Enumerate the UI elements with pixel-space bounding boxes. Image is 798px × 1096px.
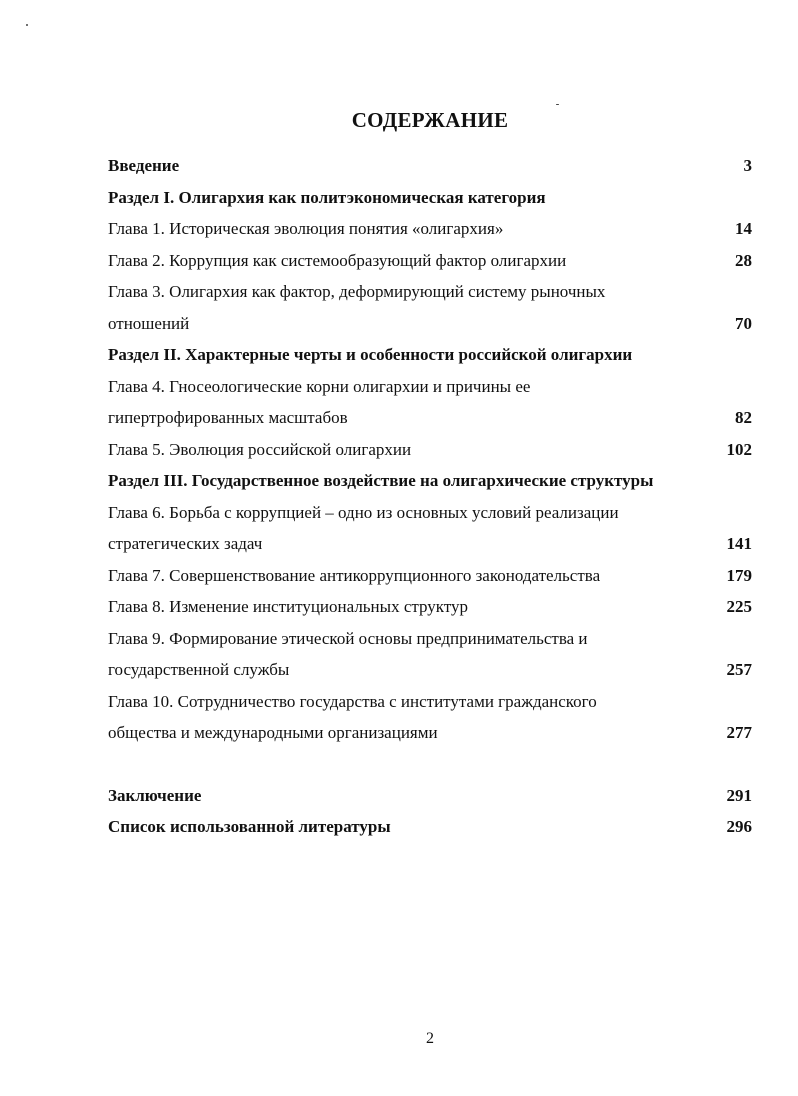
toc-entry-title: стратегических задач — [108, 534, 263, 553]
toc-entry-title: Глава 3. Олигархия как фактор, деформирующий систему рыночных — [108, 282, 606, 301]
toc-entry-ch-9a — [108, 623, 752, 655]
toc-entry-page: 70 — [735, 313, 752, 333]
toc-entry-ch-4b — [108, 402, 752, 434]
toc-entry-title: Глава 4. Гносеологические корни олигархии и причины ее — [108, 376, 531, 396]
scan-speck — [26, 24, 28, 26]
toc-entry-ch-4a — [108, 371, 752, 403]
toc-entry-ch-10a — [108, 686, 752, 718]
toc-entry-section-2 — [108, 339, 752, 371]
toc-entry-title: общества и международными организациями — [108, 723, 438, 742]
toc-entry-title: Раздел I. Олигархия как политэкономическая категория — [108, 187, 546, 207]
toc-entry-ch-9b — [108, 654, 752, 686]
toc-entry-title: Раздел II. Характерные черты и особенности российской олигархии — [108, 345, 633, 364]
toc-entry-title: Список использованной литературы — [108, 817, 391, 836]
page-title: СОДЕРЖАНИЕ — [351, 108, 509, 132]
toc-entry-page: 141 — [726, 534, 752, 553]
toc-entry-page: 225 — [726, 597, 752, 616]
toc-entry-title: государственной службы — [108, 660, 290, 679]
toc-entry-title: гипертрофированных масштабов — [108, 408, 348, 427]
toc-entry-section-1 — [108, 182, 752, 214]
toc-entry-ch-3b — [108, 308, 752, 340]
toc-entry-page: 28 — [735, 250, 752, 270]
toc-entry-page: 82 — [735, 408, 752, 427]
toc-entry-title: Заключение — [108, 785, 202, 805]
toc-entry-title: Глава 6. Борьба с коррупцией – одно из основных условий реализации — [108, 502, 619, 522]
toc-entry-title: Глава 9. Формирование этической основы предпринимательства и — [108, 628, 588, 648]
toc-entry-title: Глава 8. Изменение институциональных структур — [108, 597, 469, 616]
toc-entry-ch-6a — [108, 497, 752, 529]
toc-entry-title: Глава 1. Историческая эволюция понятия «олигархия» — [108, 219, 504, 238]
toc-entry-conclusion — [108, 780, 752, 812]
toc-entry-title: Введение — [108, 156, 180, 175]
toc-entry-title: Глава 5. Эволюция российской олигархии — [108, 439, 412, 459]
toc-entry-ch-10b — [108, 717, 752, 749]
toc-entry-page: 291 — [726, 785, 752, 805]
toc-entry-title: Глава 2. Коррупция как системообразующий фактор олигархии — [108, 250, 567, 270]
toc-entry-page: 3 — [743, 156, 752, 175]
page-number: 2 — [426, 1030, 434, 1047]
toc-entry-ch-1 — [108, 213, 752, 245]
toc-entry-page: 14 — [735, 219, 752, 238]
toc-entry-title: Раздел III. Государственное воздействие на олигархические структуры — [108, 471, 654, 490]
toc-entry-page: 179 — [726, 565, 752, 585]
toc-entry-title: отношений — [108, 313, 190, 333]
toc-entry-ch-5 — [108, 434, 752, 466]
toc-entry-page: 277 — [726, 723, 752, 742]
toc-entry-page: 257 — [726, 660, 752, 679]
table-of-contents — [108, 150, 752, 843]
toc-entry-page: 102 — [726, 439, 752, 459]
toc-entry-title: Глава 10. Сотрудничество государства с институтами гражданского — [108, 691, 597, 711]
scan-speck — [556, 104, 559, 105]
toc-entry-ch-8 — [108, 591, 752, 623]
toc-entry-intro — [108, 150, 752, 182]
toc-entry-title: Глава 7. Совершенствование антикоррупционного законодательства — [108, 565, 601, 585]
toc-entry-ch-2 — [108, 245, 752, 277]
toc-entry-bibliography — [108, 811, 752, 843]
toc-entry-section-3 — [108, 465, 752, 497]
toc-entry-ch-6b — [108, 528, 752, 560]
toc-entry-page: 296 — [726, 817, 752, 836]
toc-entry-ch-3a — [108, 276, 752, 308]
toc-entry-ch-7 — [108, 560, 752, 592]
